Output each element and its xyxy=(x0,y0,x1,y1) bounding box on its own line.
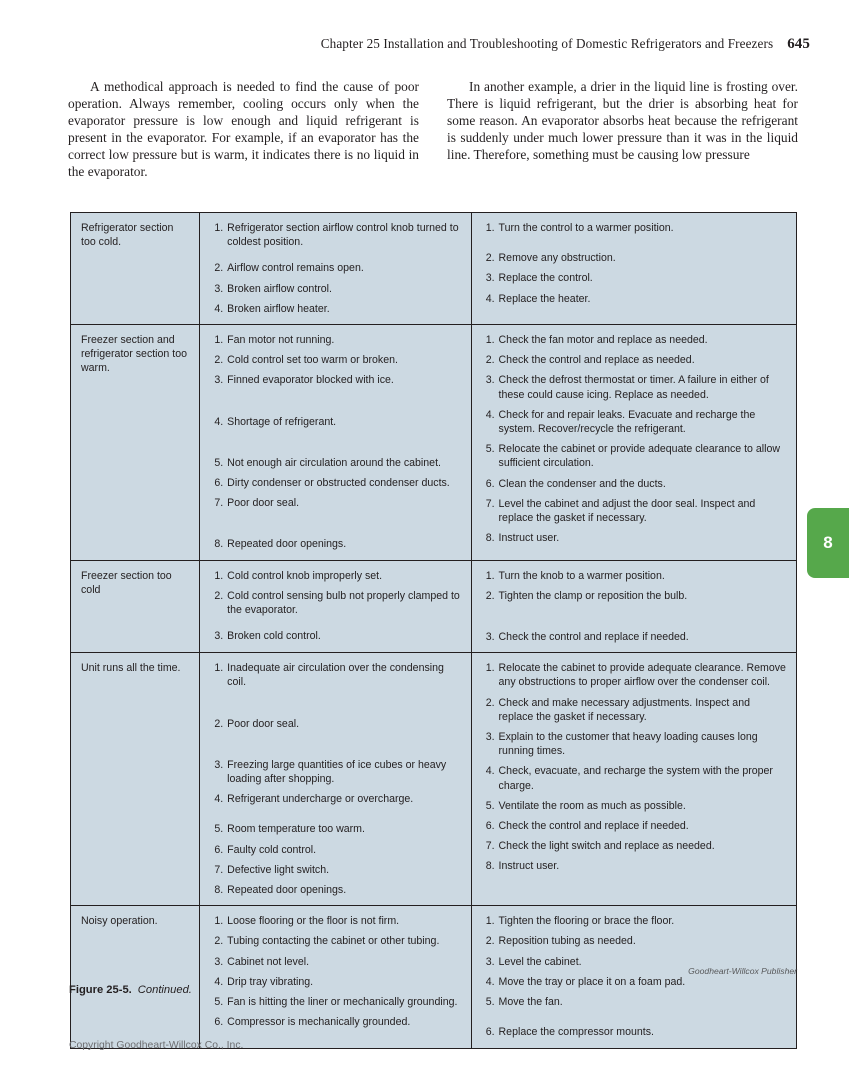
body-text-columns xyxy=(68,78,798,181)
list-number: 3. xyxy=(214,282,224,295)
list-text: Refrigerator section airflow control knob turned to coldest position. xyxy=(227,222,459,249)
list-number: 7. xyxy=(485,840,495,853)
cell-possible-cause xyxy=(200,906,471,1048)
cause-list xyxy=(210,333,461,552)
cell-remedy xyxy=(471,560,796,653)
list-item xyxy=(210,975,461,989)
chapter-thumb-tab xyxy=(807,508,849,578)
list-number: 3. xyxy=(485,374,495,387)
list-item xyxy=(210,496,461,510)
list-text: Check the control and replace as needed. xyxy=(498,354,695,367)
list-text: Faulty cold control. xyxy=(227,843,317,856)
cell-remedy xyxy=(471,906,796,1048)
list-item xyxy=(210,589,461,617)
list-item xyxy=(482,661,787,689)
list-number: 6. xyxy=(485,477,495,490)
list-number: 7. xyxy=(214,497,224,510)
list-number: 6. xyxy=(214,1016,224,1029)
list-text: Check the defrost thermostat or timer. A failure in either of these could cause icing. Replace as needed. xyxy=(498,374,769,401)
cell-remedy xyxy=(471,325,796,561)
list-item xyxy=(210,333,461,347)
chapter-tab-number: 8 xyxy=(823,533,833,552)
list-text: Check the fan motor and replace as needed. xyxy=(498,334,708,347)
list-text: Level the cabinet. xyxy=(498,955,582,968)
list-number: 1. xyxy=(485,334,495,347)
list-number: 7. xyxy=(214,863,224,876)
list-text: Loose flooring or the floor is not firm. xyxy=(227,915,400,928)
list-text: Explain to the customer that heavy loading causes long running times. xyxy=(498,731,758,758)
list-number: 5. xyxy=(485,996,495,1009)
list-text: Turn the knob to a warmer position. xyxy=(498,569,665,582)
remedy-list xyxy=(482,569,787,645)
list-text: Poor door seal. xyxy=(227,717,300,730)
remedy-list xyxy=(482,661,787,873)
list-text: Cold control set too warm or broken. xyxy=(227,354,398,367)
list-text: Broken cold control. xyxy=(227,630,321,643)
list-item xyxy=(210,661,461,689)
complaint-text: Freezer section and refrigerator section too warm. xyxy=(81,334,187,375)
copyright-notice: Copyright Goodheart-Willcox Co., Inc. xyxy=(69,1040,244,1051)
list-item xyxy=(210,537,461,551)
list-text: Remove any obstruction. xyxy=(498,252,616,265)
list-text: Compressor is mechanically grounded. xyxy=(227,1016,411,1029)
list-text: Clean the condenser and the ducts. xyxy=(498,477,666,490)
list-text: Inadequate air circulation over the condensing coil. xyxy=(227,662,444,689)
list-item xyxy=(482,1025,787,1039)
figure-credit: Goodheart-Willcox Publisher xyxy=(688,966,797,976)
list-number: 5. xyxy=(214,456,224,469)
list-number: 4. xyxy=(485,765,495,778)
list-text: Not enough air circulation around the cabinet. xyxy=(227,456,441,469)
list-text: Airflow control remains open. xyxy=(227,262,364,275)
list-item xyxy=(482,408,787,436)
list-text: Check the light switch and replace as needed. xyxy=(498,840,715,853)
list-text: Drip tray vibrating. xyxy=(227,975,314,988)
list-text: Repeated door openings. xyxy=(227,538,347,551)
list-text: Fan is hitting the liner or mechanically grounding. xyxy=(227,996,458,1009)
list-item xyxy=(482,799,787,813)
list-number: 1. xyxy=(214,662,224,675)
list-item xyxy=(482,589,787,603)
list-item xyxy=(482,914,787,928)
list-text: Refrigerant undercharge or overcharge. xyxy=(227,793,414,806)
list-item xyxy=(482,819,787,833)
list-text: Tubing contacting the cabinet or other tubing. xyxy=(227,935,440,948)
list-item xyxy=(482,764,787,792)
table-body xyxy=(71,213,797,1049)
list-number: 5. xyxy=(485,443,495,456)
list-text: Relocate the cabinet to provide adequate clearance. Remove any obstructions to proper airflow over the condenser coil. xyxy=(498,662,786,689)
list-number: 4. xyxy=(214,793,224,806)
paragraph-right: In another example, a drier in the liquid line is frosting over. There is liquid refrigerant, but the drier is absorbing heat for some reason. An evaporator absorbs heat because the refrigerant is suddenly under much lower pressure than it was in the liquid line. Therefore, something must be causing low pressure xyxy=(447,79,798,163)
list-number: 3. xyxy=(485,731,495,744)
list-item xyxy=(482,696,787,724)
cell-complaint xyxy=(71,906,200,1048)
list-item xyxy=(482,531,787,545)
cause-list xyxy=(210,221,461,316)
table-row xyxy=(71,213,797,325)
list-text: Room temperature too warm. xyxy=(227,823,365,836)
list-text: Freezing large quantities of ice cubes or heavy loading after shopping. xyxy=(227,758,447,786)
list-text: Shortage of refrigerant. xyxy=(227,415,337,428)
list-item xyxy=(482,995,787,1009)
figure-caption xyxy=(69,984,192,996)
paragraph-left: A methodical approach is needed to find the cause of poor operation. Always remember, cooling occurs only when the evaporator pressure is low enough and liquid refrigerant is present in the evaporator. For example, if an evaporator has the correct low pressure but is warm, it indicates there is no liquid in the evaporator. xyxy=(68,79,419,180)
remedy-list xyxy=(482,333,787,545)
list-number: 4. xyxy=(214,415,224,428)
list-number: 1. xyxy=(485,915,495,928)
table-row xyxy=(71,560,797,653)
list-number: 6. xyxy=(214,477,224,490)
list-text: Replace the compressor mounts. xyxy=(498,1026,654,1039)
running-head-title: Chapter 25 Installation and Troubleshooting of Domestic Refrigerators and Freezers xyxy=(320,36,774,51)
list-number: 4. xyxy=(485,292,495,305)
list-item xyxy=(210,415,461,429)
complaint-text: Freezer section too cold xyxy=(81,569,172,596)
list-item xyxy=(482,353,787,367)
body-column-left xyxy=(68,78,419,181)
complaint-text: Noisy operation. xyxy=(81,915,158,928)
list-number: 8. xyxy=(214,884,224,897)
list-text: Check the control and replace if needed. xyxy=(498,820,689,833)
list-number: 1. xyxy=(485,662,495,675)
list-text: Relocate the cabinet or provide adequate clearance to allow sufficient circulation. xyxy=(498,443,781,470)
list-item xyxy=(210,476,461,490)
body-column-right xyxy=(447,78,798,181)
list-text: Tighten the flooring or brace the floor. xyxy=(498,915,675,928)
cell-possible-cause xyxy=(200,325,471,561)
list-item xyxy=(210,221,461,249)
list-number: 1. xyxy=(214,569,224,582)
list-item xyxy=(482,497,787,525)
complaint-text: Refrigerator section too cold. xyxy=(81,222,174,249)
list-item xyxy=(482,859,787,873)
list-item xyxy=(210,302,461,316)
list-text: Level the cabinet and adjust the door seal. Inspect and replace the gasket if necessary. xyxy=(498,497,756,525)
list-number: 6. xyxy=(485,1026,495,1039)
list-item xyxy=(210,758,461,786)
list-number: 3. xyxy=(214,630,224,643)
list-text: Instruct user. xyxy=(498,860,560,873)
list-item xyxy=(482,839,787,853)
list-item xyxy=(210,822,461,836)
cell-possible-cause xyxy=(200,653,471,906)
list-text: Broken airflow control. xyxy=(227,282,332,295)
complaint-text: Unit runs all the time. xyxy=(81,662,181,675)
list-item xyxy=(210,843,461,857)
list-item xyxy=(210,261,461,275)
list-text: Reposition tubing as needed. xyxy=(498,935,636,948)
list-item xyxy=(210,934,461,948)
list-item xyxy=(210,883,461,897)
list-item xyxy=(210,717,461,731)
list-number: 7. xyxy=(485,497,495,510)
list-number: 1. xyxy=(485,569,495,582)
list-item xyxy=(482,630,787,644)
list-number: 3. xyxy=(485,631,495,644)
table-row xyxy=(71,325,797,561)
list-item xyxy=(482,975,787,989)
cell-possible-cause xyxy=(200,213,471,325)
list-number: 2. xyxy=(485,354,495,367)
cell-complaint xyxy=(71,213,200,325)
list-text: Ventilate the room as much as possible. xyxy=(498,799,686,812)
list-number: 4. xyxy=(485,975,495,988)
list-number: 2. xyxy=(485,935,495,948)
list-item xyxy=(482,373,787,401)
list-number: 1. xyxy=(214,222,224,234)
list-number: 1. xyxy=(214,915,224,928)
cell-remedy xyxy=(471,213,796,325)
list-number: 4. xyxy=(214,302,224,315)
list-item xyxy=(210,569,461,583)
list-text: Check, evacuate, and recharge the system with the proper charge. xyxy=(498,765,773,792)
running-head xyxy=(0,36,810,53)
cause-list xyxy=(210,661,461,897)
list-item xyxy=(482,292,787,306)
list-text: Defective light switch. xyxy=(227,863,330,876)
list-text: Move the fan. xyxy=(498,996,563,1009)
figure-label: Figure 25-5. xyxy=(69,984,132,996)
list-number: 3. xyxy=(214,374,224,387)
list-text: Instruct user. xyxy=(498,532,560,545)
list-number: 1. xyxy=(214,334,224,347)
list-text: Check for and repair leaks. Evacuate and recharge the system. Recover/recycle the refrigerant. xyxy=(498,408,756,436)
list-item xyxy=(210,914,461,928)
cell-possible-cause xyxy=(200,560,471,653)
list-number: 5. xyxy=(485,799,495,812)
list-item xyxy=(482,569,787,583)
cell-complaint xyxy=(71,325,200,561)
list-item xyxy=(482,251,787,265)
list-item xyxy=(482,271,787,285)
list-text: Check the control and replace if needed. xyxy=(498,631,689,644)
list-text: Replace the heater. xyxy=(498,292,591,305)
list-number: 6. xyxy=(214,843,224,856)
list-text: Broken airflow heater. xyxy=(227,302,330,315)
list-number: 6. xyxy=(485,820,495,833)
list-text: Cabinet not level. xyxy=(227,955,310,968)
list-item xyxy=(210,995,461,1009)
list-item xyxy=(210,629,461,643)
list-text: Dirty condenser or obstructed condenser ducts. xyxy=(227,477,450,490)
list-number: 3. xyxy=(214,758,224,771)
list-item xyxy=(210,792,461,806)
list-item xyxy=(210,863,461,877)
list-item xyxy=(210,282,461,296)
list-text: Replace the control. xyxy=(498,272,593,285)
list-number: 2. xyxy=(214,717,224,730)
list-text: Turn the control to a warmer position. xyxy=(498,222,674,234)
figure-continued-text: Continued. xyxy=(137,984,192,996)
list-number: 8. xyxy=(485,860,495,873)
list-item xyxy=(210,353,461,367)
list-item xyxy=(210,373,461,387)
list-text: Move the tray or place it on a foam pad. xyxy=(498,975,686,988)
cause-list xyxy=(210,569,461,644)
cell-complaint xyxy=(71,560,200,653)
list-item xyxy=(482,442,787,470)
list-number: 2. xyxy=(485,589,495,602)
list-item xyxy=(482,730,787,758)
list-number: 5. xyxy=(214,823,224,836)
list-text: Finned evaporator blocked with ice. xyxy=(227,374,394,387)
list-number: 8. xyxy=(485,532,495,545)
list-number: 2. xyxy=(214,354,224,367)
table-row xyxy=(71,906,797,1048)
list-number: 3. xyxy=(214,955,224,968)
list-number: 2. xyxy=(214,935,224,948)
page-number: 645 xyxy=(787,36,810,52)
list-text: Cold control sensing bulb not properly clamped to the evaporator. xyxy=(227,589,460,617)
list-number: 2. xyxy=(485,696,495,709)
list-number: 5. xyxy=(214,996,224,1009)
list-text: Check and make necessary adjustments. Inspect and replace the gasket if necessary. xyxy=(498,696,750,723)
cell-remedy xyxy=(471,653,796,906)
list-text: Poor door seal. xyxy=(227,497,300,510)
list-number: 2. xyxy=(485,252,495,265)
list-number: 1. xyxy=(485,222,495,234)
list-number: 3. xyxy=(485,955,495,968)
list-number: 4. xyxy=(214,975,224,988)
list-text: Cold control knob improperly set. xyxy=(227,569,383,582)
troubleshooting-table xyxy=(70,212,797,1049)
list-number: 3. xyxy=(485,272,495,285)
list-text: Tighten the clamp or reposition the bulb. xyxy=(498,589,688,602)
list-number: 2. xyxy=(214,589,224,602)
remedy-list xyxy=(482,221,787,306)
list-text: Repeated door openings. xyxy=(227,884,347,897)
remedy-list xyxy=(482,914,787,1039)
list-item xyxy=(210,1015,461,1029)
list-item xyxy=(482,477,787,491)
list-number: 2. xyxy=(214,262,224,275)
list-item xyxy=(482,221,787,235)
list-item xyxy=(482,333,787,347)
list-text: Fan motor not running. xyxy=(227,334,335,347)
list-item xyxy=(482,934,787,948)
list-number: 4. xyxy=(485,408,495,421)
list-item xyxy=(210,456,461,470)
list-number: 8. xyxy=(214,538,224,551)
table-row xyxy=(71,653,797,906)
cell-complaint xyxy=(71,653,200,906)
